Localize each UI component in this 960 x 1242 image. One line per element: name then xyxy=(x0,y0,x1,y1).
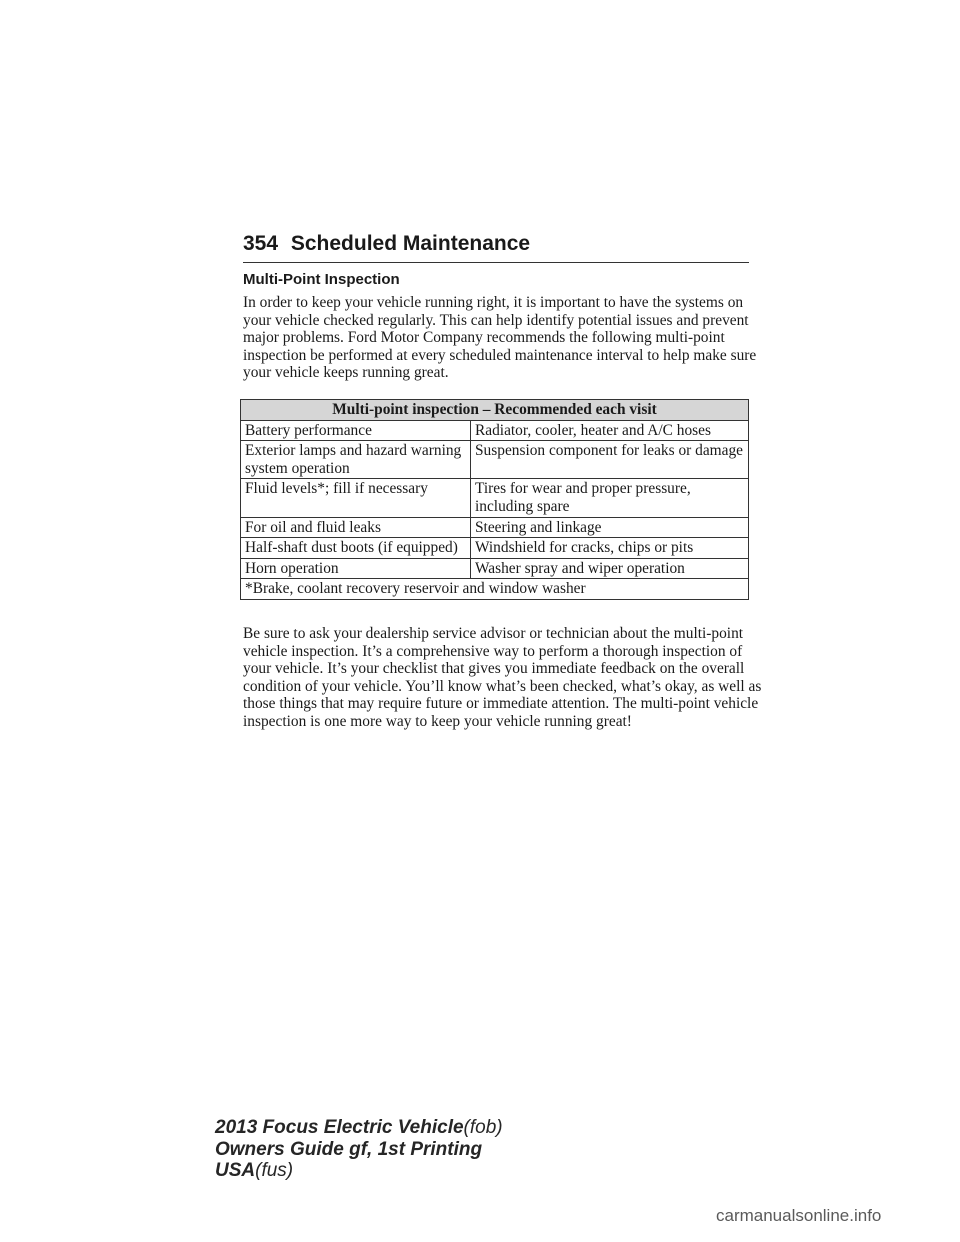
intro-paragraph: In order to keep your vehicle running right, it is important to have the systems on your vehicle checked regularly. This can help identify potential issues and prevent major problems. Ford Motor Company recommends the following multi-point inspection be performed at every scheduled maintenance interval to help make sure your vehicle keeps running great. xyxy=(243,294,757,382)
table-cell: Washer spray and wiper operation xyxy=(471,558,749,579)
table-footnote-row xyxy=(241,579,749,600)
footer-line xyxy=(215,1160,503,1182)
table-cell: Fluid levels*; fill if necessary xyxy=(241,479,471,517)
table-footnote: *Brake, coolant recovery reservoir and window washer xyxy=(241,579,749,600)
table-row xyxy=(241,479,749,517)
table-row xyxy=(241,558,749,579)
table-cell: Radiator, cooler, heater and A/C hoses xyxy=(471,420,749,441)
table-header-row xyxy=(241,400,749,421)
table-cell: Steering and linkage xyxy=(471,517,749,538)
table-cell: Tires for wear and proper pressure, including spare xyxy=(471,479,749,517)
page-number: 354 xyxy=(243,232,279,255)
table-row xyxy=(241,420,749,441)
table-cell: Half-shaft dust boots (if equipped) xyxy=(241,538,471,559)
table-cell: For oil and fluid leaks xyxy=(241,517,471,538)
document-footer xyxy=(215,1117,503,1182)
table-cell: Battery performance xyxy=(241,420,471,441)
footer-market-code: (fus) xyxy=(255,1160,294,1181)
watermark-link[interactable]: carmanualsonline.info xyxy=(716,1206,882,1225)
table-cell: Windshield for cracks, chips or pits xyxy=(471,538,749,559)
section-title: Multi-Point Inspection xyxy=(243,271,400,288)
closing-paragraph: Be sure to ask your dealership service advisor or technician about the multi-point vehicle inspection. It’s a comprehensive way to perform a thorough inspection of your vehicle. It’s your checklist that gives you immediate feedback on the overall condition of your vehicle. You’ll know what’s been checked, what’s okay, as well as those things that may require future or immediate attention. The multi-point vehicle inspection is one more way to keep your vehicle running great! xyxy=(243,625,762,730)
table-row xyxy=(241,441,749,479)
table-row xyxy=(241,538,749,559)
table-title: Multi-point inspection – Recommended each visit xyxy=(241,400,749,421)
inspection-table xyxy=(240,399,749,600)
footer-model: 2013 Focus Electric Vehicle xyxy=(215,1117,464,1138)
chapter-title: Scheduled Maintenance xyxy=(290,232,531,255)
footer-model-code: (fob) xyxy=(463,1117,503,1138)
table-cell: Suspension component for leaks or damage xyxy=(471,441,749,479)
page-header xyxy=(243,232,749,263)
footer-market: USA xyxy=(215,1160,256,1181)
footer-line xyxy=(215,1117,503,1139)
table-cell: Exterior lamps and hazard warning system operation xyxy=(241,441,471,479)
footer-line xyxy=(215,1139,503,1161)
footer-guide: Owners Guide gf, 1st Printing xyxy=(215,1138,483,1160)
table-row xyxy=(241,517,749,538)
table-cell: Horn operation xyxy=(241,558,471,579)
